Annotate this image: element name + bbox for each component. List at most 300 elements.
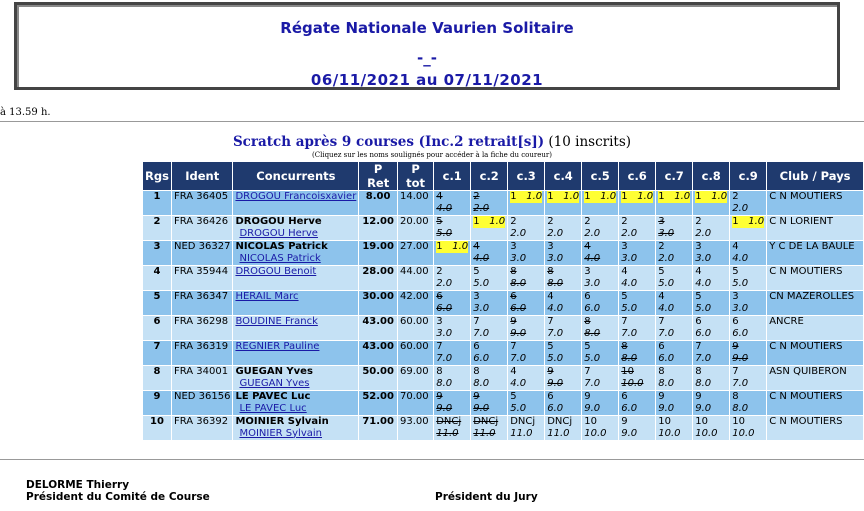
race-place: 2 bbox=[510, 216, 517, 227]
race-place: 2 bbox=[732, 191, 739, 202]
caption-note: (Cliquez sur les noms soulignés pour accéder à la fiche du coureur) bbox=[312, 151, 552, 159]
points-total-cell: 20.00 bbox=[397, 216, 433, 241]
race-place: 2 bbox=[621, 216, 628, 227]
race-cell bbox=[508, 216, 545, 241]
ident-cell: FRA 36405 bbox=[171, 191, 233, 216]
competitor-cell bbox=[233, 416, 359, 441]
race-cell bbox=[693, 191, 730, 216]
race-place: DNCj bbox=[510, 416, 536, 427]
race-points: 9.0 bbox=[695, 402, 712, 414]
race-place: 7 bbox=[510, 341, 517, 352]
race-cell bbox=[434, 266, 471, 291]
race-cell bbox=[656, 416, 693, 441]
ident-cell: FRA 36319 bbox=[171, 341, 233, 366]
race-points: 9.0 bbox=[621, 427, 638, 439]
points-retained-cell: 52.00 bbox=[359, 391, 398, 416]
column-header: Ident bbox=[171, 162, 233, 191]
race-cell bbox=[434, 341, 471, 366]
club-cell: C N MOUTIERS bbox=[767, 266, 864, 291]
race-place: 8 bbox=[547, 266, 554, 277]
race-place: 2 bbox=[436, 266, 443, 277]
race-cell bbox=[508, 266, 545, 291]
race-cell bbox=[434, 291, 471, 316]
race-cell bbox=[730, 341, 767, 366]
race-place: 4 bbox=[732, 241, 739, 252]
column-header: c.8 bbox=[693, 162, 730, 191]
points-total-cell: 44.00 bbox=[397, 266, 433, 291]
race-cell bbox=[471, 341, 508, 366]
race-cell bbox=[693, 391, 730, 416]
event-dates: 06/11/2021 au 07/11/2021 bbox=[310, 71, 544, 89]
race-cell bbox=[545, 216, 582, 241]
race-cell bbox=[471, 216, 508, 241]
race-points: 3.0 bbox=[473, 302, 490, 314]
race-points: 6.0 bbox=[436, 302, 453, 314]
race-points: 8.0 bbox=[584, 327, 601, 339]
results-caption bbox=[0, 134, 864, 150]
race-points: 3.0 bbox=[510, 252, 527, 264]
race-cell bbox=[434, 316, 471, 341]
caption-main: Scratch après 9 courses (Inc.2 retrait[s]) bbox=[232, 134, 545, 150]
race-cell bbox=[508, 416, 545, 441]
race-cell bbox=[545, 266, 582, 291]
race-place: 6 bbox=[547, 391, 554, 402]
race-cell bbox=[434, 216, 471, 241]
competitor-link[interactable]: DROGOU Herve bbox=[239, 227, 318, 239]
race-points: 8.0 bbox=[732, 402, 749, 414]
race-place: 6 bbox=[732, 316, 739, 327]
race-cell bbox=[471, 291, 508, 316]
race-cell bbox=[582, 391, 619, 416]
race-place: 7 bbox=[547, 316, 554, 327]
rank-cell: 7 bbox=[143, 341, 172, 366]
column-header: Rgs bbox=[143, 162, 172, 191]
race-points: 6.0 bbox=[510, 302, 527, 314]
club-cell: C N LORIENT bbox=[767, 216, 864, 241]
race-cell bbox=[730, 366, 767, 391]
race-cell bbox=[693, 291, 730, 316]
race-place: 2 bbox=[695, 216, 702, 227]
race-points: 10.0 bbox=[584, 427, 607, 439]
race-place: 3 bbox=[621, 241, 628, 252]
race-place: 8 bbox=[584, 316, 591, 327]
race-points: 1.0 bbox=[674, 191, 691, 202]
race-cell bbox=[434, 241, 471, 266]
race-points: 8.0 bbox=[547, 277, 564, 289]
race-place: 8 bbox=[510, 266, 517, 277]
race-cell bbox=[619, 191, 656, 216]
race-place: 9 bbox=[695, 391, 702, 402]
ident-cell: FRA 34001 bbox=[171, 366, 233, 391]
points-retained-cell: 71.00 bbox=[359, 416, 398, 441]
event-header bbox=[14, 2, 840, 90]
points-retained-cell: 30.00 bbox=[359, 291, 398, 316]
race-cell bbox=[730, 316, 767, 341]
race-place: 1 bbox=[695, 191, 711, 203]
points-total-cell: 69.00 bbox=[397, 366, 433, 391]
race-points: 6.0 bbox=[732, 327, 749, 339]
race-points: 11.0 bbox=[547, 427, 570, 439]
points-total-cell: 70.00 bbox=[397, 391, 433, 416]
event-title: Régate Nationale Vaurien Solitaire bbox=[280, 19, 574, 37]
race-points: 1.0 bbox=[600, 191, 617, 202]
race-points: 4.0 bbox=[436, 202, 453, 214]
column-header: Concurrents bbox=[233, 162, 359, 191]
race-place: 4 bbox=[473, 241, 480, 252]
race-points: 10.0 bbox=[658, 427, 681, 439]
race-cell bbox=[508, 241, 545, 266]
race-cell bbox=[508, 341, 545, 366]
race-points: 7.0 bbox=[547, 327, 564, 339]
competitor-link[interactable]: NICOLAS Patrick bbox=[239, 252, 321, 264]
race-place: 3 bbox=[584, 266, 591, 277]
race-place: 9 bbox=[473, 391, 480, 402]
competitor-link[interactable]: LE PAVEC Luc bbox=[239, 402, 307, 414]
race-place: 6 bbox=[621, 391, 628, 402]
race-cell bbox=[582, 366, 619, 391]
race-cell bbox=[619, 241, 656, 266]
column-header: P tot bbox=[397, 162, 433, 191]
race-cell bbox=[619, 341, 656, 366]
race-points: 8.0 bbox=[658, 377, 675, 389]
points-total-cell: 14.00 bbox=[397, 191, 433, 216]
race-place: 7 bbox=[473, 316, 480, 327]
race-place: 1 bbox=[658, 191, 674, 203]
race-points: 5.0 bbox=[658, 277, 675, 289]
race-cell bbox=[730, 291, 767, 316]
race-cell bbox=[545, 366, 582, 391]
race-cell bbox=[508, 191, 545, 216]
race-cell bbox=[545, 416, 582, 441]
ident-cell: FRA 35944 bbox=[171, 266, 233, 291]
table-row bbox=[143, 191, 864, 216]
competitor-cell bbox=[233, 241, 359, 266]
race-points: 8.0 bbox=[621, 352, 638, 364]
race-cell bbox=[471, 241, 508, 266]
column-header: c.2 bbox=[471, 162, 508, 191]
race-cell bbox=[471, 191, 508, 216]
race-cell bbox=[471, 316, 508, 341]
race-cell bbox=[545, 341, 582, 366]
race-cell bbox=[471, 266, 508, 291]
race-points: 5.0 bbox=[436, 227, 453, 239]
race-place: 10 bbox=[695, 416, 708, 427]
club-cell: ASN QUIBERON bbox=[767, 366, 864, 391]
competitor-link[interactable]: BOUDINE Franck bbox=[235, 316, 318, 327]
race-points: 6.0 bbox=[473, 352, 490, 364]
race-place: 3 bbox=[732, 291, 739, 302]
club-cell: C N MOUTIERS bbox=[767, 416, 864, 441]
ident-cell: NED 36156 bbox=[171, 391, 233, 416]
race-cell bbox=[656, 216, 693, 241]
race-cell bbox=[619, 291, 656, 316]
race-points: 3.0 bbox=[621, 252, 638, 264]
competitor-link[interactable]: HERAIL Marc bbox=[235, 291, 299, 302]
rank-cell: 9 bbox=[143, 391, 172, 416]
race-points: 8.0 bbox=[510, 277, 527, 289]
race-place: 6 bbox=[584, 291, 591, 302]
table-row bbox=[143, 241, 864, 266]
table-body bbox=[143, 191, 864, 441]
race-place: 6 bbox=[510, 291, 517, 302]
race-points: 9.0 bbox=[436, 402, 453, 414]
race-place: 7 bbox=[658, 316, 665, 327]
column-header: c.5 bbox=[582, 162, 619, 191]
column-header: c.3 bbox=[508, 162, 545, 191]
race-place: 10 bbox=[658, 416, 671, 427]
race-place: 5 bbox=[732, 266, 739, 277]
competitor-link[interactable]: GUEGAN Yves bbox=[239, 377, 310, 389]
race-cell bbox=[582, 341, 619, 366]
race-place: 4 bbox=[547, 291, 554, 302]
competitor-cell bbox=[233, 266, 359, 291]
column-header: c.9 bbox=[730, 162, 767, 191]
race-place: 2 bbox=[658, 241, 665, 252]
race-place: 5 bbox=[658, 266, 665, 277]
race-cell bbox=[508, 391, 545, 416]
race-cell bbox=[656, 266, 693, 291]
race-cell bbox=[619, 366, 656, 391]
race-points: 5.0 bbox=[510, 402, 527, 414]
competitor-cell bbox=[233, 341, 359, 366]
race-cell bbox=[656, 191, 693, 216]
race-place: 9 bbox=[547, 366, 554, 377]
race-place: 10 bbox=[584, 416, 597, 427]
race-points: 2.0 bbox=[473, 202, 490, 214]
time-note: à 13.59 h. bbox=[0, 107, 51, 118]
points-total-cell: 93.00 bbox=[397, 416, 433, 441]
competitor-cell bbox=[233, 316, 359, 341]
signature-left-title: Président du Comité de Course bbox=[26, 491, 210, 503]
column-header: c.6 bbox=[619, 162, 656, 191]
race-points: 4.0 bbox=[658, 302, 675, 314]
race-points: 1.0 bbox=[489, 216, 506, 227]
race-cell bbox=[471, 416, 508, 441]
race-cell bbox=[656, 391, 693, 416]
race-cell bbox=[730, 391, 767, 416]
race-points: 6.0 bbox=[621, 402, 638, 414]
race-points: 9.0 bbox=[732, 352, 749, 364]
race-points: 9.0 bbox=[510, 327, 527, 339]
race-points: 5.0 bbox=[621, 302, 638, 314]
race-place: 5 bbox=[473, 266, 480, 277]
race-points: 8.0 bbox=[695, 377, 712, 389]
race-place: 1 bbox=[584, 191, 600, 203]
column-header: P Ret bbox=[359, 162, 398, 191]
race-cell bbox=[545, 241, 582, 266]
race-place: 7 bbox=[621, 316, 628, 327]
competitor-name: NICOLAS Patrick bbox=[235, 241, 328, 252]
table-row bbox=[143, 291, 864, 316]
race-place: 7 bbox=[695, 341, 702, 352]
rank-cell: 5 bbox=[143, 291, 172, 316]
race-points: 4.0 bbox=[732, 252, 749, 264]
points-retained-cell: 12.00 bbox=[359, 216, 398, 241]
race-place: 3 bbox=[510, 241, 517, 252]
table-row bbox=[143, 341, 864, 366]
race-place: 4 bbox=[436, 191, 443, 202]
race-place: 5 bbox=[621, 291, 628, 302]
race-cell bbox=[582, 316, 619, 341]
race-points: 4.0 bbox=[621, 277, 638, 289]
race-points: 2.0 bbox=[510, 227, 527, 239]
race-points: 10.0 bbox=[621, 377, 644, 389]
race-cell bbox=[434, 391, 471, 416]
race-place: 3 bbox=[547, 241, 554, 252]
race-points: 11.0 bbox=[510, 427, 533, 439]
race-points: 7.0 bbox=[436, 352, 453, 364]
race-points: 8.0 bbox=[436, 377, 453, 389]
points-retained-cell: 19.00 bbox=[359, 241, 398, 266]
race-place: 4 bbox=[584, 241, 591, 252]
race-place: 7 bbox=[436, 341, 443, 352]
race-place: 9 bbox=[732, 341, 739, 352]
race-cell bbox=[545, 391, 582, 416]
rank-cell: 6 bbox=[143, 316, 172, 341]
club-cell: Y C DE LA BAULE bbox=[767, 241, 864, 266]
race-place: 4 bbox=[695, 266, 702, 277]
race-points: 9.0 bbox=[584, 402, 601, 414]
race-cell bbox=[471, 391, 508, 416]
race-place: 3 bbox=[473, 291, 480, 302]
race-points: 3.0 bbox=[584, 277, 601, 289]
race-place: 6 bbox=[695, 316, 702, 327]
race-cell bbox=[619, 316, 656, 341]
competitor-link[interactable]: REGNIER Pauline bbox=[235, 341, 320, 352]
race-place: 4 bbox=[510, 366, 517, 377]
race-place: 7 bbox=[584, 366, 591, 377]
race-place: 4 bbox=[658, 291, 665, 302]
rank-cell: 8 bbox=[143, 366, 172, 391]
bottom-divider bbox=[0, 459, 864, 460]
race-place: 6 bbox=[473, 341, 480, 352]
race-cell bbox=[582, 416, 619, 441]
race-place: 8 bbox=[695, 366, 702, 377]
race-place: 8 bbox=[436, 366, 443, 377]
race-place: 9 bbox=[510, 316, 517, 327]
race-points: 10.0 bbox=[732, 427, 755, 439]
points-total-cell: 42.00 bbox=[397, 291, 433, 316]
race-place: DNCj bbox=[473, 416, 499, 427]
race-cell bbox=[545, 191, 582, 216]
race-points: 3.0 bbox=[436, 327, 453, 339]
race-place: 1 bbox=[621, 191, 637, 203]
race-place: 5 bbox=[695, 291, 702, 302]
race-points: 7.0 bbox=[584, 377, 601, 389]
race-cell bbox=[656, 341, 693, 366]
rank-cell: 4 bbox=[143, 266, 172, 291]
race-cell bbox=[619, 416, 656, 441]
race-points: 4.0 bbox=[473, 252, 490, 264]
race-place: 8 bbox=[473, 366, 480, 377]
race-cell bbox=[619, 216, 656, 241]
table-header-row bbox=[143, 162, 864, 191]
race-cell bbox=[508, 316, 545, 341]
race-cell bbox=[693, 216, 730, 241]
race-place: 3 bbox=[695, 241, 702, 252]
race-place: 9 bbox=[658, 391, 665, 402]
competitor-link[interactable]: MOINIER Sylvain bbox=[239, 427, 322, 439]
race-place: 5 bbox=[436, 216, 443, 227]
race-cell bbox=[730, 216, 767, 241]
points-retained-cell: 8.00 bbox=[359, 191, 398, 216]
race-place: 9 bbox=[436, 391, 443, 402]
race-place: 1 bbox=[473, 216, 489, 228]
race-cell bbox=[545, 316, 582, 341]
column-header: c.4 bbox=[545, 162, 582, 191]
race-points: 3.0 bbox=[547, 252, 564, 264]
race-points: 3.0 bbox=[658, 227, 675, 239]
race-points: 2.0 bbox=[695, 227, 712, 239]
competitor-link[interactable]: DROGOU Francoisxavier bbox=[235, 191, 357, 202]
race-cell bbox=[508, 366, 545, 391]
race-points: 11.0 bbox=[436, 427, 459, 439]
race-points: 1.0 bbox=[452, 241, 469, 252]
table-row bbox=[143, 416, 864, 441]
race-cell bbox=[693, 316, 730, 341]
race-place: 7 bbox=[732, 366, 739, 377]
competitor-name: LE PAVEC Luc bbox=[235, 391, 311, 402]
race-cell bbox=[656, 291, 693, 316]
points-retained-cell: 43.00 bbox=[359, 341, 398, 366]
race-points: 2.0 bbox=[436, 277, 453, 289]
race-place: 3 bbox=[658, 216, 665, 227]
race-points: 6.0 bbox=[584, 302, 601, 314]
table-row bbox=[143, 216, 864, 241]
ident-cell: FRA 36347 bbox=[171, 291, 233, 316]
race-cell bbox=[434, 191, 471, 216]
race-points: 1.0 bbox=[563, 191, 580, 202]
ident-cell: NED 36327 bbox=[171, 241, 233, 266]
table-row bbox=[143, 366, 864, 391]
points-retained-cell: 50.00 bbox=[359, 366, 398, 391]
race-points: 2.0 bbox=[621, 227, 638, 239]
table-row bbox=[143, 391, 864, 416]
competitor-name: DROGOU Herve bbox=[235, 216, 322, 227]
race-place: 2 bbox=[584, 216, 591, 227]
race-points: 2.0 bbox=[732, 202, 749, 214]
race-points: 3.0 bbox=[732, 302, 749, 314]
race-cell bbox=[656, 241, 693, 266]
race-points: 11.0 bbox=[473, 427, 496, 439]
race-cell bbox=[582, 241, 619, 266]
signature-left-name: DELORME Thierry bbox=[26, 479, 130, 491]
table-row bbox=[143, 266, 864, 291]
points-total-cell: 60.00 bbox=[397, 316, 433, 341]
top-divider bbox=[0, 121, 864, 122]
race-place: 8 bbox=[732, 391, 739, 402]
points-total-cell: 27.00 bbox=[397, 241, 433, 266]
race-cell bbox=[545, 291, 582, 316]
points-retained-cell: 28.00 bbox=[359, 266, 398, 291]
race-place: 8 bbox=[658, 366, 665, 377]
race-points: 7.0 bbox=[658, 327, 675, 339]
race-points: 7.0 bbox=[510, 352, 527, 364]
race-place: 1 bbox=[547, 191, 563, 203]
race-points: 9.0 bbox=[473, 402, 490, 414]
competitor-link[interactable]: DROGOU Benoit bbox=[235, 266, 317, 277]
race-place: 10 bbox=[732, 416, 745, 427]
race-cell bbox=[582, 291, 619, 316]
points-total-cell: 60.00 bbox=[397, 341, 433, 366]
race-cell bbox=[656, 316, 693, 341]
race-points: 5.0 bbox=[473, 277, 490, 289]
rank-cell: 3 bbox=[143, 241, 172, 266]
race-points: 9.0 bbox=[547, 377, 564, 389]
race-points: 4.0 bbox=[695, 277, 712, 289]
race-points: 7.0 bbox=[695, 352, 712, 364]
race-place: 5 bbox=[547, 341, 554, 352]
